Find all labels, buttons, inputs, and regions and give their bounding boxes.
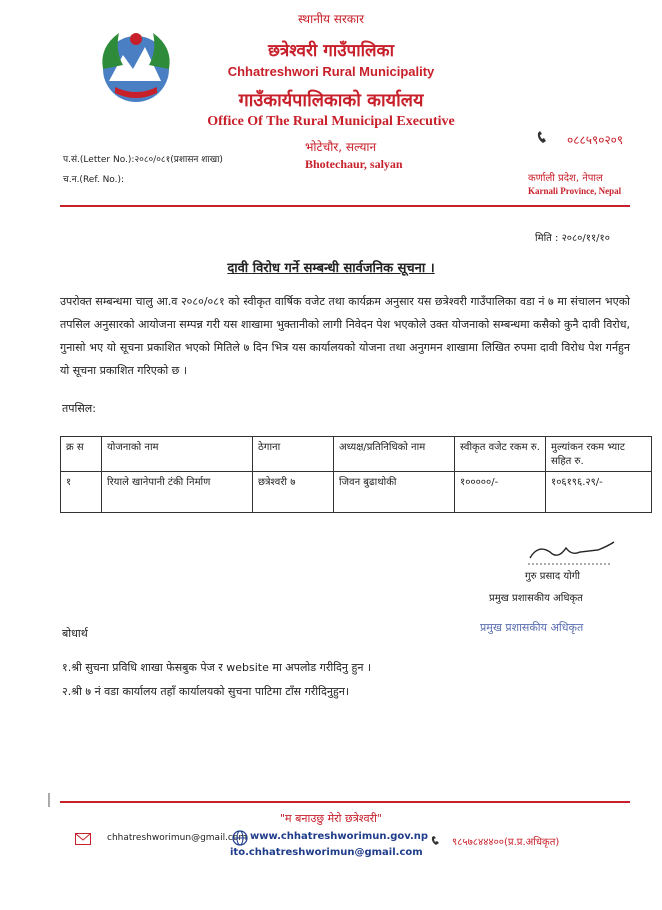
footer-email-2[interactable]: ito.chhatreshworimun@gmail.com	[230, 847, 423, 858]
table-cell: छत्रेश्वरी ७	[253, 472, 334, 513]
table-cell: रियाले खानेपानी टंकी निर्माण	[102, 472, 253, 513]
phone-icon	[430, 835, 446, 847]
mail-icon	[75, 833, 91, 845]
column-header: ठेगाना	[253, 437, 334, 472]
province-np: कर्णाली प्रदेश, नेपाल	[528, 173, 603, 184]
table-header-row	[61, 437, 652, 472]
table-cell: १	[61, 472, 102, 513]
header-divider	[60, 205, 630, 207]
list-item: १.श्री सुचना प्रविधि शाखा फेसबुक पेज र website मा अपलोड गरीदिनु हुन ।	[62, 661, 372, 674]
project-table	[60, 436, 652, 513]
cc-label: बोधार्थ	[62, 627, 88, 640]
notice-body: उपरोक्त सम्बन्धमा चालु आ.व २०८०/०८१ को स्वीकृत वार्षिक वजेट तथा कार्यक्रम अनुसार यस छत्रेश्वरी गाउँपालिका वडा नं ७ मा संचालन भएको तपसिल अनुसारको आयोजना सम्पन्न गरी यस शाखामा भुक्तानीको लागी निवेदन पेश भएकोले उक्त योजनाको सम्बन्धमा कसैको कुनै दावी विरोध, गुनासो भए यो सूचना प्रकाशित भएको मितिले ७ दिन भित्र यस कार्यालयको योजना तथा अनुगमन शाखामा लिखित रुपमा दावी विरोध पेश गर्नहुन यो सूचना प्रकाशित गरिएको छ ।	[60, 295, 630, 377]
local-government-label: स्थानीय सरकार	[298, 12, 364, 26]
footer-email[interactable]: chhatreshworimun@gmail.com	[107, 833, 248, 843]
place-en: Bhotechaur, salyan	[305, 157, 403, 171]
footer-phone: ९८५७८४४४००(प्र.प्र.अधिकृत)	[452, 837, 560, 848]
date: मिति : २०८०/११/१०	[535, 233, 610, 244]
footer-website-link[interactable]: www.chhatreshworimun.gov.np	[250, 831, 429, 842]
column-header: अध्यक्ष/प्रतिनिधिको नाम	[334, 437, 455, 472]
phone-icon	[536, 131, 554, 145]
table-row	[61, 472, 652, 513]
footer-divider	[60, 801, 630, 803]
reference-number: च.न.(Ref. No.):	[63, 175, 125, 185]
footer-motto: "म बनाउछु मेरो छत्रेश्वरी"	[279, 812, 382, 825]
table-cell: १०६१९६.२९/-	[546, 472, 652, 513]
province-en: Karnali Province, Nepal	[528, 186, 622, 196]
column-header: योजनाको नाम	[102, 437, 253, 472]
place-np: भोटेचौर, सल्यान	[305, 140, 377, 154]
letter-number: प.सं.(Letter No.):२०८०/०८१(प्रशासन शाखा)	[63, 155, 223, 165]
notice-title: दावी विरोध गर्ने सम्बन्धी सार्वजनिक सूचना ।	[227, 261, 435, 276]
municipality-name-en: Chhatreshwori Rural Municipality	[227, 64, 435, 79]
margin-mark	[48, 793, 50, 807]
list-item: २.श्री ७ नं वडा कार्यालय तहाँ कार्यालयको सुचना पाटिमा टाँस गरीदिनुहुन।	[62, 685, 350, 698]
signatory-name: गुरु प्रसाद योगी	[525, 571, 580, 582]
office-name-np: गाउँकार्यपालिकाको कार्यालय	[238, 90, 424, 111]
globe-icon	[232, 830, 248, 846]
table-cell: जिवन बुढाथोकी	[334, 472, 455, 513]
phone-number: ०८८५९०२०९	[567, 133, 624, 147]
column-header: स्वीकृत वजेट रकम रु.	[455, 437, 546, 472]
table-cell: १०००००/-	[455, 472, 546, 513]
signatory-title: प्रमुख प्रशासकीय अधिकृत	[489, 593, 583, 604]
column-header: मुल्यांकन रकम भ्याट सहित रु.	[546, 437, 652, 472]
table-label: तपसिल:	[62, 402, 96, 415]
signature-image	[518, 540, 618, 568]
office-name-en: Office Of The Rural Municipal Executive	[207, 114, 455, 129]
municipality-name-np: छत्रेश्वरी गाउँपालिका	[268, 41, 394, 61]
column-header: क्र स	[61, 437, 102, 472]
signature-stamp: प्रमुख प्रशासकीय अधिकृत	[480, 621, 584, 634]
